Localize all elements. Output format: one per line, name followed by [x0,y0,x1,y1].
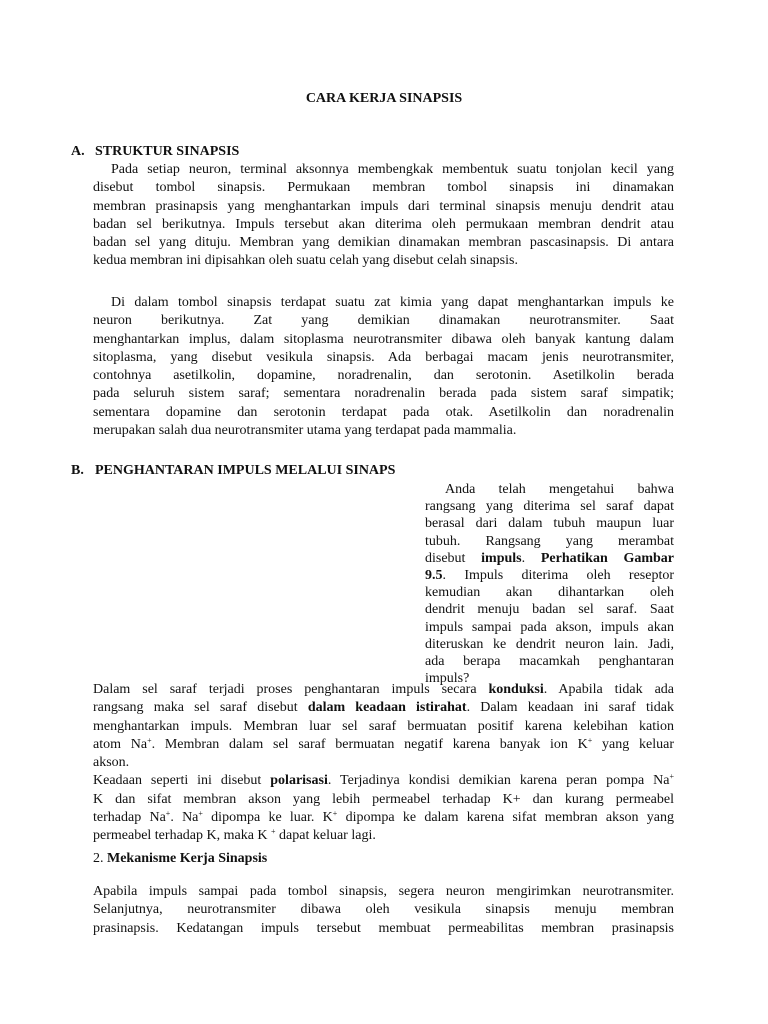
superscript: + [165,809,171,819]
column-line: impuls? [425,671,470,687]
superscript: + [198,809,203,819]
paragraph-line: Di dalam tombol sinapsis terdapat suatu zat kimia yang dapat menghantarkan impuls ke [111,295,674,310]
text-run: yang keluar [592,736,674,752]
subsection-heading-line [93,850,674,868]
superscript: + [669,772,674,782]
text-run: . Apabila tidak ada [543,682,674,697]
section-b-label: B. [71,463,84,478]
section-a-heading [71,143,239,161]
paragraph-line: merupakan salah dua neurotransmiter utama yang terdapat pada mammalia. [93,423,517,439]
paragraph-line: neuron berikutnya. Zat yang demikian dinamakan neurotransmiter. Saat [93,313,674,329]
paragraph-line: Pada setiap neuron, terminal aksonnya membengkak membentuk suatu tonjolan kecil yang [111,162,674,177]
subsection-number: 2. [93,851,107,866]
column-line: Anda telah mengetahui bahwa [445,482,674,497]
paragraph-line [93,736,674,754]
bold-figure-number: 9.5 [425,567,443,583]
text-run: . Membran dalam sel saraf bermuatan negatif karena banyak ion K [151,736,588,752]
column-line: rangsang yang diterima sel saraf dapat [425,499,674,515]
column-line [425,567,674,584]
subsection-title: Mekanisme Kerja Sinapsis [107,851,268,866]
bold-term-polarisasi: polarisasi [270,773,328,789]
bold-figure-reference: Perhatikan Gambar [540,550,674,566]
text-run: Keadaan seperti ini disebut [93,773,271,789]
superscript: + [587,735,593,745]
text-run: dipompa ke dalam karena sifat membran akson yang [337,810,674,826]
text-run: rangsang maka sel saraf disebut [93,700,308,716]
column-line: diteruskan ke dendrit neuron lain. Jadi, [425,636,674,652]
paragraph-line [93,827,674,845]
text-run: permeabel terhadap K, maka K [93,828,272,844]
paragraph-line [93,699,674,717]
text-run: . Na [170,810,199,826]
paragraph-line: kedua membran ini dipisahkan oleh suatu celah yang disebut celah sinapsis. [93,253,518,269]
page-title: CARA KERJA SINAPSIS [305,91,463,106]
column-line: berasal dari dalam tubuh maupun luar [425,516,674,532]
text-run: atom Na [93,736,148,752]
paragraph-line: menghantarkan impuls. Membran luar sel saraf bermuatan positif karena kelebihan kation [93,718,674,734]
text-run: . Dalam keadaan ini saraf tidak [466,700,674,716]
text-run: dipompa ke luar. K [202,810,333,826]
section-a-label: A. [71,144,85,159]
paragraph-line: prasinapsis. Kedatangan impuls tersebut membuat permeabilitas membran prasinapsis [93,920,674,936]
text-run: . [521,550,541,566]
column-line [425,550,674,567]
section-b-body [93,681,674,846]
paragraph-line: membran prasinapsis yang menghantarkan impuls dari terminal sinapsis menuju dendrit atau [93,198,674,214]
paragraph-line: K dan sifat membran akson yang lebih permeabel terhadap K+ dan kurang permeabel [93,791,674,807]
column-line: dendrit menuju badan sel saraf. Saat [425,602,674,618]
column-line: tubuh. Rangsang yang merambat [425,533,674,549]
paragraph-line: disebut tombol sinapsis. Permukaan membran tombol sinapsis ini dinamakan [93,180,674,196]
superscript: + [147,735,152,745]
paragraph-line: badan sel berikutnya. Impuls tersebut akan diterima oleh permukaan membran dendrit atau [93,216,674,232]
text-run: . Terjadinya kondisi demikian karena peran pompa Na [327,773,670,789]
section-b-title: PENGHANTARAN IMPULS MELALUI SINAPS [95,463,396,478]
subsection-2-heading [93,850,674,868]
text-run: Dalam sel saraf terjadi proses penghantaran impuls secara [93,682,489,697]
paragraph-line: sitoplasma, yang disebut vesikula sinapsis. Ada berbagai macam jenis neurotransmiter, [93,349,674,365]
paragraph-line: Apabila impuls sampai pada tombol sinapsis, segera neuron mengirimkan neurotransmiter. [93,884,674,899]
section-b-side-column [425,481,674,687]
bold-term-impuls: impuls [481,550,522,566]
paragraph-line [93,809,674,827]
text-run: . Impuls diterima oleh reseptor [442,567,674,583]
paragraph-line [93,681,674,699]
paragraph-line: Selanjutnya, neurotransmiter dibawa oleh vesikula sinapsis menuju membran [93,902,674,918]
paragraph-line: contohnya asetilkolin, dopamine, noradrenalin, dan serotonin. Asetilkolin berada [93,368,674,384]
paragraph-line: pada seluruh sistem saraf; sementara noradrenalin berada pada sistem saraf simpatik; [93,386,674,402]
column-line: impuls sampai pada akson, impuls akan [425,619,674,635]
text-run: disebut [425,550,482,566]
paragraph-line: badan sel yang dituju. Membran yang demikian dinamakan membran pascasinapsis. Di antara [93,235,674,251]
paragraph-line: sementara dopamine dan serotonin terdapat pada otak. Asetilkolin dan noradrenalin [93,404,674,420]
text-run: dapat keluar lagi. [275,828,376,844]
superscript: + [271,827,276,837]
paragraph-line: akson. [93,755,130,771]
column-line: kemudian akan dihantarkan oleh [425,585,674,601]
paragraph-line: menghantarkan implus, dalam sitoplasma neurotransmiter dibawa oleh banyak kantung dalam [93,331,674,347]
column-line: ada berapa macamkah penghantaran [425,653,674,669]
bold-term-istirahat: dalam keadaan istirahat [307,700,467,716]
paragraph-line [93,772,674,790]
section-b-heading [71,462,395,480]
section-a-paragraph-1 [93,161,674,271]
section-a-paragraph-2 [93,294,674,440]
text-run: terhadap Na [93,810,166,826]
section-b-paragraph-3 [93,883,674,938]
section-a-title: STRUKTUR SINAPSIS [95,144,240,159]
superscript: + [332,809,338,819]
bold-term-konduksi: konduksi [488,682,544,697]
